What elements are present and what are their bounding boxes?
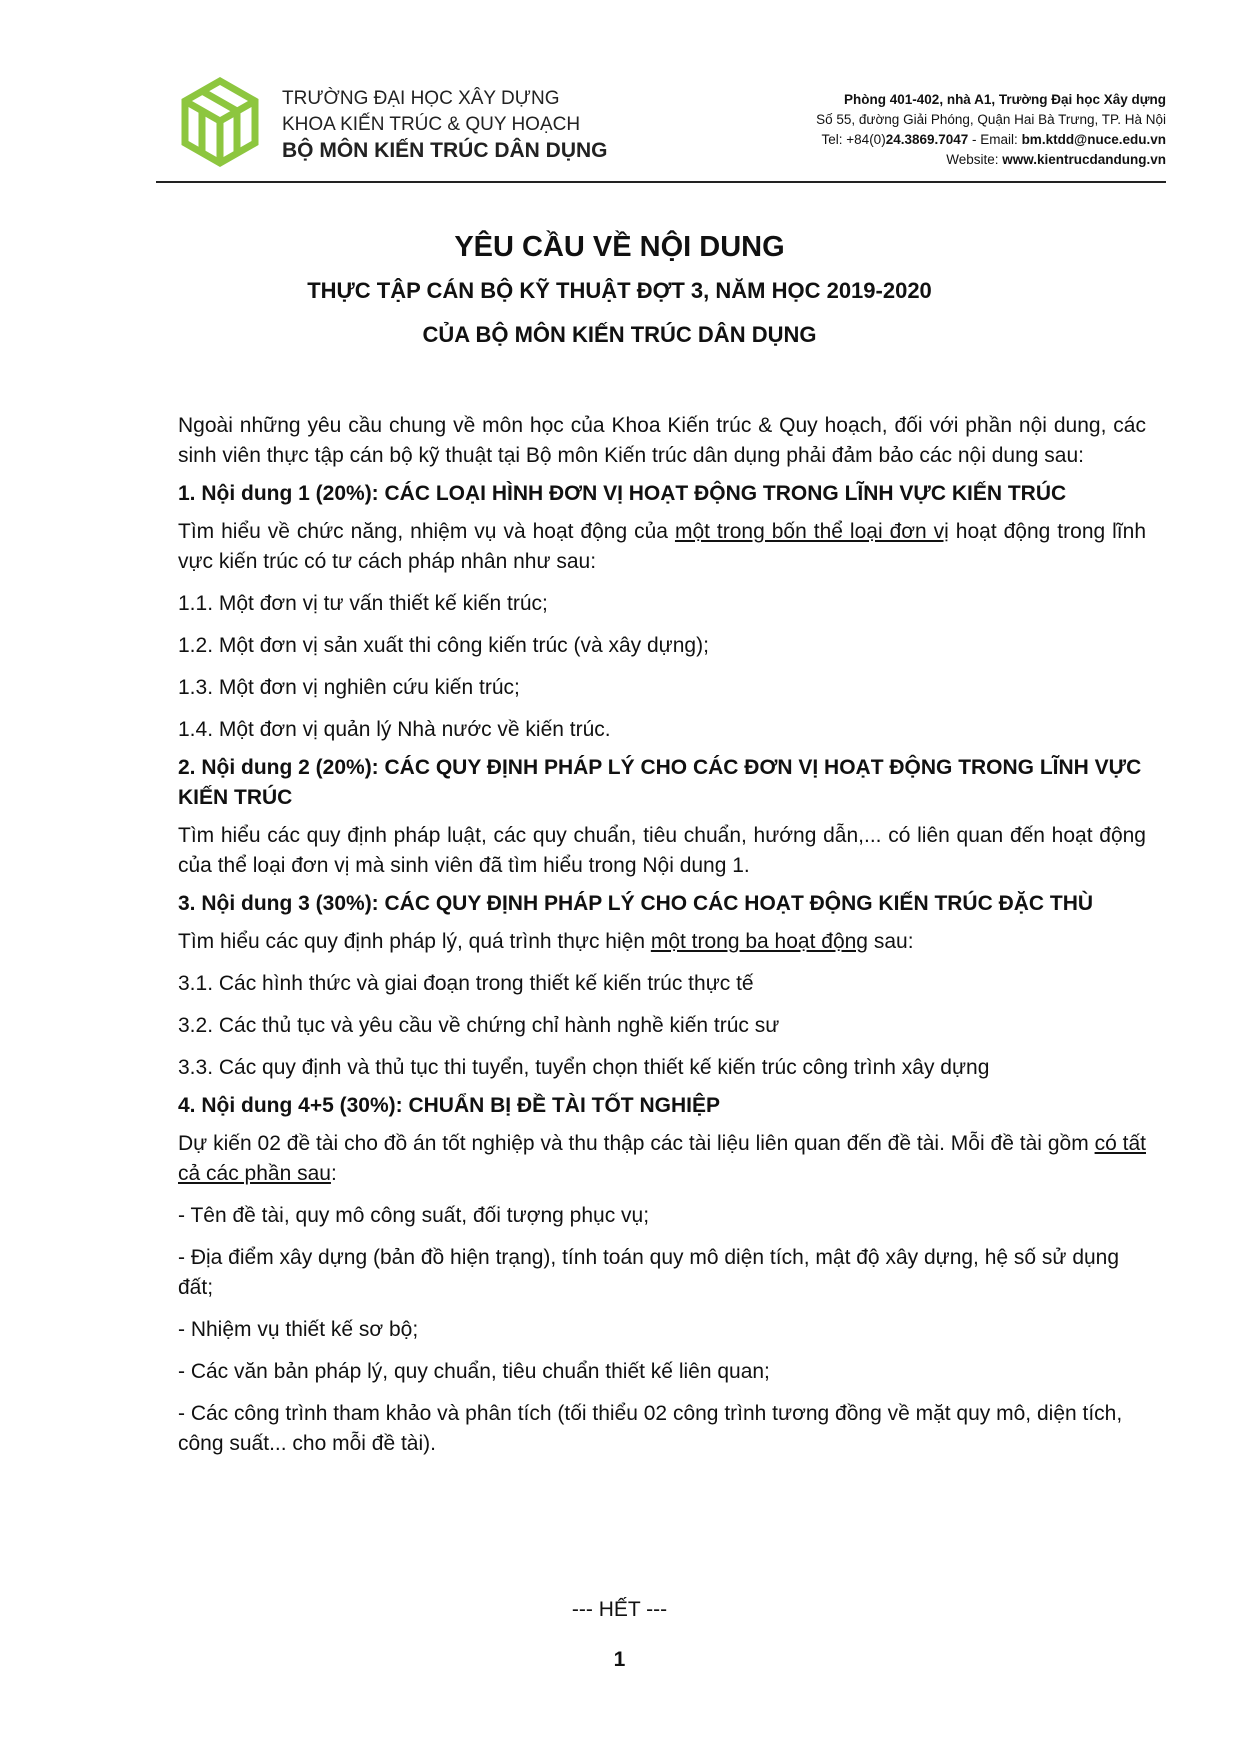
- section-2-paragraph: Tìm hiểu các quy định pháp luật, các quy chuẩn, tiêu chuẩn, hướng dẫn,... có liên quan đến hoạt động của thể loại đơn vị mà sinh viên đã tìm hiểu trong Nội dung 1.: [178, 824, 1146, 877]
- list-item: - Nhiệm vụ thiết kế sơ bộ;: [178, 1318, 419, 1341]
- email-label: - Email:: [968, 132, 1022, 147]
- list-item: - Địa điểm xây dựng (bản đồ hiện trạng), tính toán quy mô diện tích, mật độ xây dựng, hệ số sử dụng đất;: [178, 1246, 1120, 1299]
- faculty-name: KHOA KIẾN TRÚC & QUY HOẠCH: [282, 114, 581, 135]
- tel-label: Tel: +84(0): [821, 132, 886, 147]
- address-line-2: Số 55, đường Giải Phóng, Quận Hai Bà Trưng, TP. Hà Nội: [816, 112, 1166, 127]
- tel-value: 24.3869.7047: [885, 132, 969, 147]
- document-body: [178, 411, 1146, 1471]
- list-item: 3.3. Các quy định và thủ tục thi tuyển, tuyển chọn thiết kế kiến trúc công trình xây dựng: [178, 1056, 990, 1079]
- list-item: 1.2. Một đơn vị sản xuất thi công kiến trúc (và xây dựng);: [178, 634, 709, 657]
- address-line-1: Phòng 401-402, nhà A1, Trường Đại học Xây dựng: [844, 92, 1166, 107]
- website-label: Website:: [946, 152, 1003, 167]
- department-name: BỘ MÔN KIẾN TRÚC DÂN DỤNG: [282, 139, 608, 162]
- document-subtitle-1: THỰC TẬP CÁN BỘ KỸ THUẬT ĐỢT 3, NĂM HỌC 2019-2020: [307, 278, 932, 303]
- list-item: 1.1. Một đơn vị tư vấn thiết kế kiến trúc;: [178, 592, 548, 615]
- list-item: 1.3. Một đơn vị nghiên cứu kiến trúc;: [178, 676, 520, 699]
- underlined-text: một trong ba hoạt động: [650, 930, 868, 953]
- list-item: 1.4. Một đơn vị quản lý Nhà nước về kiến trúc.: [178, 718, 611, 741]
- contact-block: [816, 90, 1166, 170]
- section-3-paragraph: Tìm hiểu các quy định pháp lý, quá trình thực hiện một trong ba hoạt động sau:: [178, 930, 914, 953]
- section-4-paragraph: Dự kiến 02 đề tài cho đồ án tốt nghiệp và thu thập các tài liệu liên quan đến đề tài. Mỗi đề tài gồm có tất cả các phần sau:: [178, 1132, 1146, 1185]
- underlined-text: một trong bốn thể loại đơn vị: [674, 520, 949, 543]
- page-number: 1: [613, 1648, 626, 1671]
- list-item: 3.2. Các thủ tục và yêu cầu về chứng chỉ hành nghề kiến trúc sư: [178, 1014, 780, 1037]
- phone-email-line: [816, 130, 1166, 150]
- school-logo-icon: [180, 76, 260, 168]
- section-1-heading: 1. Nội dung 1 (20%): CÁC LOẠI HÌNH ĐƠN VỊ HOẠT ĐỘNG TRONG LĨNH VỰC KIẾN TRÚC: [178, 482, 1067, 505]
- website-link[interactable]: www.kientrucdandung.vn: [1002, 152, 1166, 167]
- school-name: TRƯỜNG ĐẠI HỌC XÂY DỰNG: [282, 88, 560, 109]
- end-marker: --- HẾT ---: [571, 1598, 668, 1621]
- list-item: - Tên đề tài, quy mô công suất, đối tượng phục vụ;: [178, 1204, 650, 1227]
- intro-paragraph: Ngoài những yêu cầu chung về môn học của Khoa Kiến trúc & Quy hoạch, đối với phần nội dung, các sinh viên thực tập cán bộ kỹ thuật tại Bộ môn Kiến trúc dân dụng phải đảm bảo các nội dung sau:: [178, 414, 1146, 467]
- document-title: YÊU CẦU VỀ NỘI DUNG: [454, 231, 785, 263]
- list-item: - Các văn bản pháp lý, quy chuẩn, tiêu chuẩn thiết kế liên quan;: [178, 1360, 770, 1383]
- website-line: [816, 150, 1166, 170]
- letterhead: [156, 72, 1166, 178]
- title-block: [0, 225, 1239, 357]
- section-4-heading: 4. Nội dung 4+5 (30%): CHUẨN BỊ ĐỀ TÀI TỐT NGHIỆP: [178, 1094, 720, 1117]
- underlined-text: có tất cả các phần sau: [178, 1132, 1146, 1185]
- email-link[interactable]: bm.ktdd@nuce.edu.vn: [1021, 132, 1166, 147]
- school-name-block: [282, 86, 608, 164]
- list-item: 3.1. Các hình thức và giai đoạn trong thiết kế kiến trúc thực tế: [178, 972, 754, 995]
- section-1-paragraph: Tìm hiểu về chức năng, nhiệm vụ và hoạt động của một trong bốn thể loại đơn vị hoạt động trong lĩnh vực kiến trúc có tư cách pháp nhân như sau:: [178, 520, 1146, 573]
- list-item: - Các công trình tham khảo và phân tích (tối thiểu 02 công trình tương đồng về mặt quy mô, diện tích, công suất... cho mỗi đề tài).: [178, 1402, 1123, 1455]
- section-3-heading: 3. Nội dung 3 (30%): CÁC QUY ĐỊNH PHÁP LÝ CHO CÁC HOẠT ĐỘNG KIẾN TRÚC ĐẶC THÙ: [178, 892, 1094, 915]
- document-subtitle-2: CỦA BỘ MÔN KIẾN TRÚC DÂN DỤNG: [422, 322, 817, 347]
- section-2-heading: 2. Nội dung 2 (20%): CÁC QUY ĐỊNH PHÁP LÝ CHO CÁC ĐƠN VỊ HOẠT ĐỘNG TRONG LĨNH VỰC KIẾN TRÚC: [178, 756, 1142, 809]
- header-divider: [156, 181, 1166, 183]
